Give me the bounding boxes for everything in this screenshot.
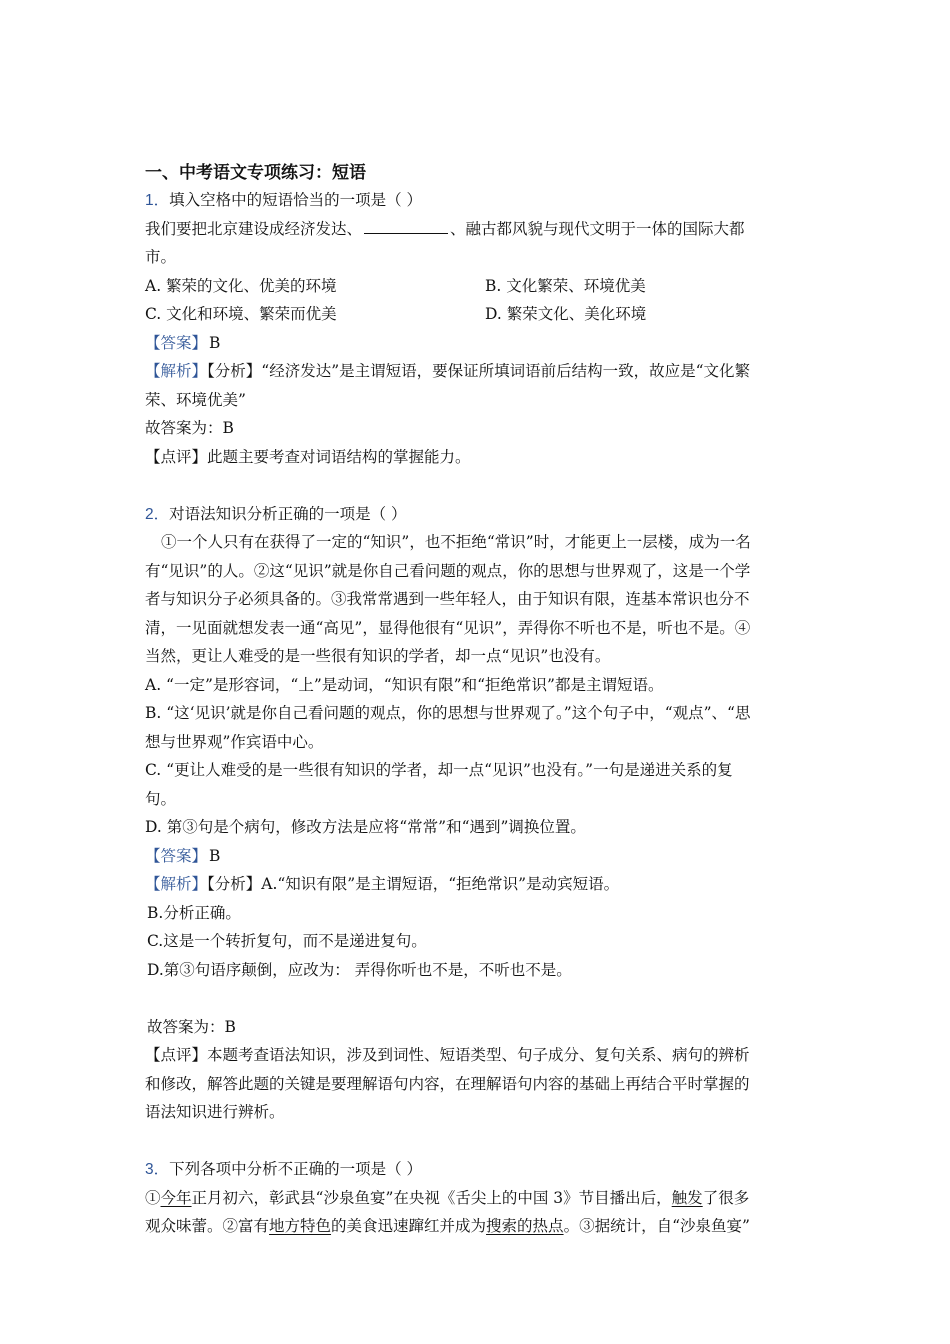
passage-text: ①: [145, 1188, 161, 1207]
document-page: [145, 160, 809, 1241]
comment-line: 【点评】此题主要考查对词语结构的掌握能力。: [145, 447, 471, 466]
passage-line: ①一个人只有在获得了一定的“知识”，也不拒绝“常识”时，才能更上一层楼，成为一名: [161, 533, 751, 551]
answer-line: [145, 842, 809, 871]
sentence-part: 、融古都风貌与现代文明于一体的国际大都: [450, 219, 745, 238]
question-number: 1．: [145, 192, 170, 209]
underlined-word: 地方特色: [269, 1217, 332, 1235]
question-number: 3．: [145, 1161, 170, 1178]
options-row: [145, 300, 809, 329]
question-1-stem: [145, 186, 809, 215]
answer-value: B: [209, 846, 221, 865]
question-text: 下列各项中分析不正确的一项是（ ）: [169, 1160, 423, 1178]
passage-text: 了很多: [702, 1188, 750, 1207]
underlined-word: 今年: [160, 1188, 192, 1207]
analysis-tag: 【解析】: [145, 362, 208, 380]
option-d: D. 第③句是个病句，修改方法是应将“常常”和“遇到”调换位置。: [145, 818, 586, 836]
passage-text: 的美食迅速蹿红并成为: [331, 1217, 487, 1235]
option-a: A. 繁荣的文化、优美的环境: [145, 276, 337, 295]
conclusion-line: 故答案为：B: [147, 1017, 236, 1036]
passage-line: [145, 1212, 809, 1241]
question-3-stem: [145, 1155, 809, 1184]
analysis-line: D.第③句语序颠倒，应改为： 弄得你听也不是，不听也不是。: [147, 960, 572, 979]
passage-line: 当然，更让人难受的是一些很有知识的学者，却一点“见识”也没有。: [145, 647, 611, 665]
analysis-line: [145, 870, 809, 899]
analysis-line: C.这是一个转折复句，而不是递进复句。: [147, 932, 427, 950]
option-c: C. 文化和环境、繁荣而优美: [145, 305, 337, 323]
option-d: D. 繁荣文化、美化环境: [485, 305, 647, 323]
option-b: B. 文化繁荣、环境优美: [485, 276, 646, 295]
comment-line: 语法知识进行辨析。: [145, 1103, 285, 1121]
underlined-word: 搜索的热点: [486, 1217, 564, 1235]
comment-line: 和修改，解答此题的关键是要理解语句内容，在理解语句内容的基础上再结合平时掌握的: [145, 1074, 750, 1093]
passage-line: 清，一见面就想发表一通“高见”，显得他很有“见识”，弄得你不听也不是，听也不是。④: [145, 618, 751, 637]
question-text: 填入空格中的短语恰当的一项是（ ）: [169, 191, 423, 209]
answer-tag: 【答案】: [145, 846, 208, 865]
passage-text: 。③据统计，自“沙泉鱼宴”: [563, 1217, 750, 1235]
passage-text: 正月初六，彰武县“沙泉鱼宴”在央视《舌尖上的中国 3》节目播出后，: [191, 1188, 672, 1207]
option-c-cont: 句。: [145, 789, 177, 808]
question-1-sentence: [145, 215, 809, 244]
analysis-text: 【分析】“经济发达”是主谓短语，要保证所填词语前后结构一致，故应是“文化繁: [207, 362, 751, 380]
answer-line: [145, 329, 809, 358]
question-text: 对语法知识分析正确的一项是（ ）: [169, 504, 407, 523]
option-b: B. “这‘见识’就是你自己看问题的观点，你的思想与世界观了。”这个句子中，“观点”、“思: [145, 704, 751, 722]
passage-line: [145, 1184, 809, 1213]
question-1-sentence-end: 市。: [145, 248, 177, 266]
sentence-part: 我们要把北京建设成经济发达、: [145, 219, 363, 238]
option-c: C. “更让人难受的是一些很有知识的学者，却一点“见识”也没有。”一句是递进关系的复: [145, 761, 733, 779]
answer-value: B: [209, 333, 221, 352]
passage-text: 观众味蕾。②富有: [145, 1217, 270, 1235]
analysis-line: 荣、环境优美”: [145, 390, 246, 409]
fill-blank: [364, 219, 448, 234]
conclusion-line: 故答案为：B: [145, 419, 234, 437]
analysis-text: 【分析】A.“知识有限”是主谓短语，“拒绝常识”是动宾短语。: [207, 875, 620, 893]
question-number: 2．: [145, 505, 170, 523]
passage-line: 者与知识分子必须具备的。③我常常遇到一些年轻人，由于知识有限，连基本常识也分不: [145, 590, 750, 608]
comment-line: 【点评】本题考查语法知识，涉及到词性、短语类型、句子成分、复句关系、病句的辨析: [145, 1046, 750, 1064]
question-2-stem: [145, 500, 809, 529]
analysis-tag: 【解析】: [145, 875, 208, 893]
options-row: [145, 272, 809, 301]
section-title: 一、中考语文专项练习：短语: [145, 163, 366, 183]
option-a: A. “一定”是形容词，“上”是动词，“知识有限”和“拒绝常识”都是主谓短语。: [145, 675, 664, 694]
underlined-word: 触发: [671, 1188, 703, 1207]
analysis-line: [145, 357, 809, 386]
option-b-cont: 想与世界观”作宾语中心。: [145, 732, 324, 751]
answer-tag: 【答案】: [145, 333, 208, 352]
passage-line: 有“见识”的人。②这“见识”就是你自己看问题的观点，你的思想与世界观了，这是一个学: [145, 561, 751, 580]
analysis-line: B.分析正确。: [147, 903, 241, 922]
